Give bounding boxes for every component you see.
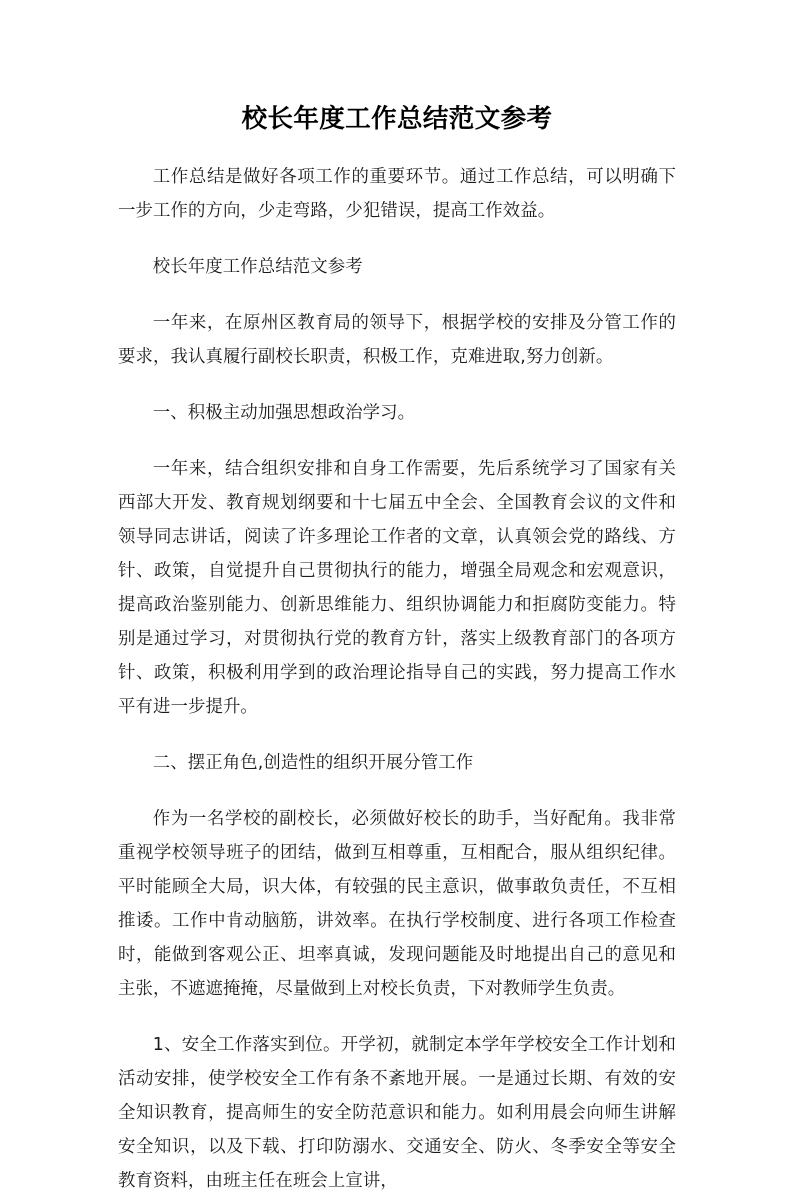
numbered-paragraph: 1、安全工作落实到位。开学初，就制定本学年学校安全工作计划和活动安排，使学校安全工作有条不紊地开展。一是通过长期、有效的安全知识教育，提高师生的安全防范意识和能力。如利用晨会向师生讲解安全知识，以及下载、打印防溺水、交通安全、防火、冬季安全等安全教育资料，由班主任在班会上宣讲， xyxy=(118,1035,676,1191)
section-heading-two: 二、摆正角色,创造性的组织开展分管工作 xyxy=(152,753,474,773)
paragraph: 校长年度工作总结范文参考 xyxy=(152,257,363,277)
page-title: 校长年度工作总结范文参考 xyxy=(241,104,553,134)
paragraph: 作为一名学校的副校长，必须做好校长的助手，当好配角。我非常重视学校领导班子的团结，做到互相尊重，互相配合，服从组织纪律。平时能顾全大局，识大体，有较强的民主意识，做事敢负责任，不互相推诿。工作中肯动脑筋，讲效率。在执行学校制度、进行各项工作检查时，能做到客观公正、坦率真诚，发现问题能及时地提出自己的意见和主张，不遮遮掩掩，尽量做到上对校长负责，下对教师学生负责。 xyxy=(118,809,676,999)
paragraph: 一年来，在原州区教育局的领导下，根据学校的安排及分管工作的要求，我认真履行副校长职责，积极工作，克难进取,努力创新。 xyxy=(118,313,676,367)
section-heading-one: 一、积极主动加强思想政治学习。 xyxy=(152,403,416,423)
paragraph: 一年来，结合组织安排和自身工作需要，先后系统学习了国家有关西部大开发、教育规划纲要和十七届五中全会、全国教育会议的文件和领导同志讲话，阅读了许多理论工作者的文章，认真领会党的路线、方针、政策，自觉提升自己贯彻执行的能力，增强全局观念和宏观意识，提高政治鉴别能力、创新思维能力、组织协调能力和拒腐防变能力。特别是通过学习，对贯彻执行党的教育方针，落实上级教育部门的各项方针、政策，积极利用学到的政治理论指导自己的实践，努力提高工作水平有进一步提升。 xyxy=(118,459,676,717)
paragraph: 工作总结是做好各项工作的重要环节。通过工作总结，可以明确下一步工作的方向，少走弯路，少犯错误，提高工作效益。 xyxy=(118,167,676,221)
document-body xyxy=(118,160,676,1198)
